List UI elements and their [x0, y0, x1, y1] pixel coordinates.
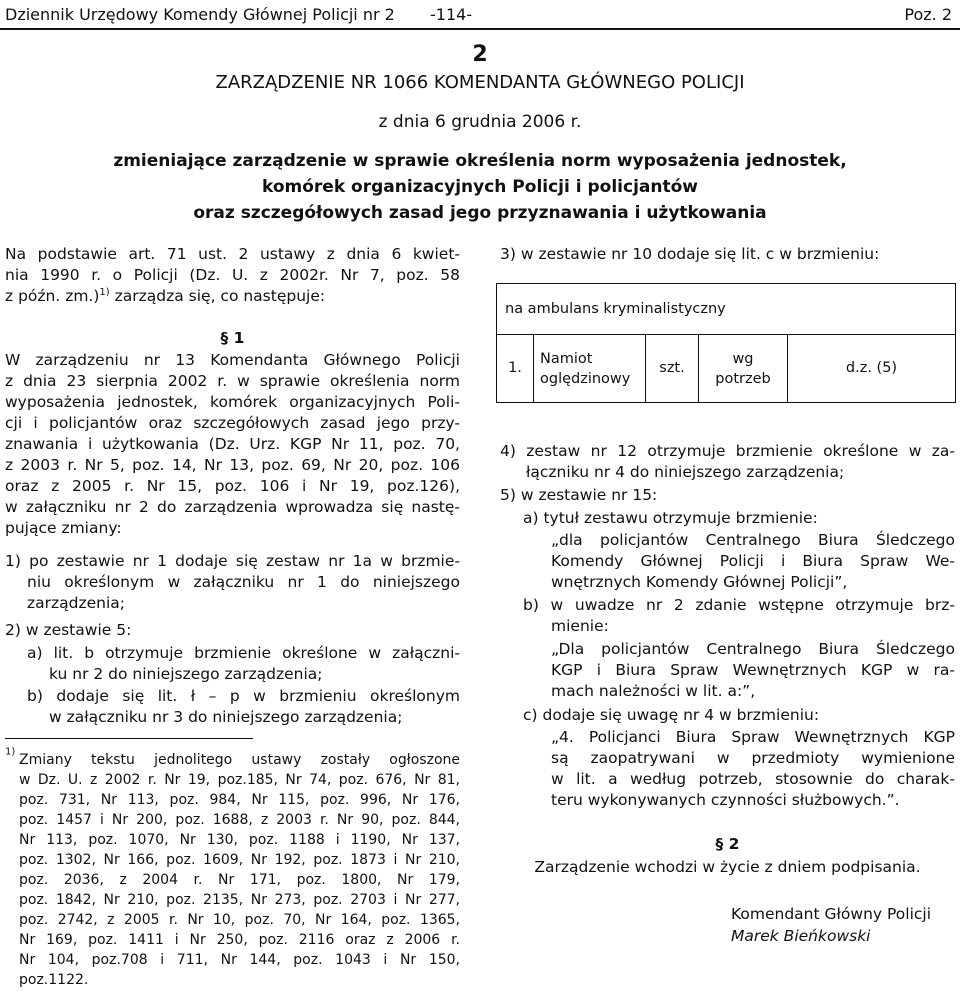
item-5b-line: „Dla policjantów Centralnego Biura Śledczego [551, 640, 955, 658]
cell-lp: 1. [497, 335, 534, 403]
item-1-line: 1) po zestawie nr 1 dodaje się zestaw nr 1a w brzmie- [5, 552, 460, 570]
item-5a-text [551, 530, 955, 593]
footnote-line: Nr 113, poz. 1070, Nr 130, poz. 1188 i 1190, Nr 137, [19, 832, 460, 848]
item-1-line: niu określonym w załączniku nr 1 do niniejszego [27, 573, 460, 591]
item-5b-text [551, 639, 955, 702]
intro-line: nia 1990 r. o Policji (Dz. U. z 2002r. Nr 7, poz. 58 [5, 266, 460, 284]
footnote-line: poz. 2742, z 2005 r. Nr 10, poz. 70, Nr 164, poz. 1365, [19, 912, 460, 928]
item-2 [5, 620, 460, 641]
intro-line-text: z późn. zm.) [5, 287, 100, 305]
footnote-line: poz. 1457 i Nr 200, poz. 1688, z 2003 r. Nr 90, poz. 844, [19, 812, 460, 828]
document-title: ZARZĄDZENIE NR 1066 KOMENDANTA GŁÓWNEGO POLICJI [215, 72, 745, 93]
s1-line: wyposażenia jednostek, komórek organizacyjnych Poli- [5, 393, 460, 411]
item-2b-line: w załączniku nr 3 do niniejszego zarządzenia; [49, 708, 403, 726]
subject-line: zmieniające zarządzenie w sprawie określenia norm wyposażenia jednostek, [113, 151, 847, 171]
item-5a-line: wnętrznych Komendy Głównej Policji”, [551, 573, 848, 591]
signature-name: Marek Bieńkowski [731, 927, 871, 945]
item-4-line: 4) zestaw nr 12 otrzymuje brzmienie określone w za- [500, 442, 955, 460]
s1-line: z 2003 r. Nr 5, poz. 14, Nr 13, poz. 69, Nr 20, poz. 106 [5, 456, 460, 474]
cell-name [534, 335, 646, 403]
item-4 [500, 441, 955, 483]
footnote-mark [5, 746, 15, 766]
footnote-ref: 1) [99, 286, 110, 298]
s1-line: pujące zmiany: [5, 519, 122, 537]
footnote-line: poz. 731, Nr 113, poz. 984, Nr 115, poz. 996, Nr 176, [19, 792, 460, 808]
item-5a-head: a) tytuł zestawu otrzymuje brzmienie: [523, 509, 818, 527]
item-3-line: 3) w zestawie nr 10 dodaje się lit. c w brzmieniu: [500, 245, 880, 263]
item-2a-line: a) lit. b otrzymuje brzmienie określone w załączni- [27, 644, 460, 662]
footnote-line: poz. 1302, Nr 166, poz. 1609, Nr 192, poz. 1873 i Nr 210, [19, 852, 460, 868]
s1-line: W zarządzeniu nr 13 Komendanta Głównego Policji [5, 351, 460, 369]
table-row [497, 335, 956, 403]
item-5b-head: b) w uwadze nr 2 zdanie wstępne otrzymuje brz- [523, 596, 955, 614]
item-3 [500, 244, 955, 265]
footnote-divider [5, 738, 253, 739]
footnote-line: Zmiany tekstu jednolitego ustawy zostały ogłoszone [19, 752, 460, 768]
footnote-line: Nr 104, poz.708 i 711, Nr 144, poz. 1043 i Nr 150, [19, 952, 460, 968]
item-2a [27, 643, 460, 685]
s1-line: z dnia 23 sierpnia 2002 r. w sprawie określenia norm [5, 372, 460, 390]
item-5b [523, 595, 955, 637]
cell-name-line: Namiot [540, 350, 593, 367]
item-2b-line: b) dodaje się lit. ł – p w brzmieniu określonym [27, 687, 460, 705]
intro-line-end: zarządza się, co następuje: [109, 287, 326, 305]
footnote-line: Nr 169, poz. 1411 i Nr 250, poz. 2116 oraz z 2006 r. [19, 932, 460, 948]
ambulance-table [496, 283, 956, 403]
footnote-line: poz.1122. [19, 972, 89, 988]
item-5b-line: mach należności w lit. a:”, [551, 682, 756, 700]
item-5 [500, 485, 955, 506]
intro-line [5, 286, 460, 307]
item-5c-line: „4. Policjanci Biura Spraw Wewnętrznych KGP [551, 728, 955, 746]
item-2b [27, 686, 460, 728]
footnote-line: poz. 2036, z 2004 r. Nr 171, poz. 1800, Nr 179, [19, 872, 460, 888]
footnote-body [19, 750, 460, 990]
intro-line: Na podstawie art. 71 ust. 2 ustawy z dnia 6 kwiet- [5, 245, 460, 263]
item-4-line: łączniku nr 4 do niniejszego zarządzenia; [526, 463, 845, 481]
s1-line: oraz z 2005 r. Nr 15, poz. 106 i Nr 19, poz.126), [5, 477, 460, 495]
section-2-heading: § 2 [715, 835, 740, 853]
item-2a-line: ku nr 2 do niniejszego zarządzenia; [49, 665, 323, 683]
cell-name-line: oględzinowy [540, 370, 631, 387]
table-caption: na ambulans kryminalistyczny [497, 284, 956, 335]
cell-qty-line: wg [732, 350, 754, 367]
document-date: z dnia 6 grudnia 2006 r. [378, 112, 582, 132]
s1-line: cji i policjantów oraz szczegółowych zasad jego przy- [5, 414, 460, 432]
intro-paragraph [5, 244, 460, 307]
item-5c-text [551, 727, 955, 811]
footnote-line: w Dz. U. z 2002 r. Nr 19, poz.185, Nr 74, poz. 676, Nr 81, [19, 772, 460, 788]
cell-unit: szt. [646, 335, 699, 403]
s1-line: w załączniku nr 2 do zarządzenia wprowadza się nastę- [5, 498, 460, 516]
item-5a [523, 508, 955, 529]
item-2-line: 2) w zestawie 5: [5, 621, 132, 639]
cell-qty-line: potrzeb [715, 370, 771, 387]
section-1-body [5, 350, 460, 539]
section-1-heading: § 1 [220, 329, 245, 347]
document-subject [0, 148, 960, 226]
subject-line: oraz szczegółowych zasad jego przyznawania i użytkowania [193, 203, 767, 223]
item-5c-line: są zaopatrywani w przedmioty wymienione [551, 749, 955, 767]
item-5-line: 5) w zestawie nr 15: [500, 486, 658, 504]
item-5b-head: mienie: [551, 617, 609, 635]
header-divider [0, 28, 960, 30]
item-5c-line: w lit. a według potrzeb, stosownie do charak- [551, 770, 955, 788]
item-1 [5, 551, 460, 614]
item-5c-head: c) dodaje się uwagę nr 4 w brzmieniu: [523, 706, 820, 724]
item-1-line: zarządzenia; [27, 594, 126, 612]
journal-title: Dziennik Urzędowy Komendy Głównej Policji nr 2 [5, 5, 395, 24]
item-5a-line: „dla policjantów Centralnego Biura Śledczego [551, 531, 955, 549]
signature-role: Komendant Główny Policji [731, 905, 932, 923]
cell-period: d.z. (5) [788, 335, 956, 403]
item-5b-line: KGP i Biura Spraw Wewnętrznych KGP w ra- [551, 661, 955, 679]
cell-qty [699, 335, 788, 403]
section-2-body: Zarządzenie wchodzi w życie z dniem podpisania. [534, 858, 921, 876]
position-number: Poz. 2 [904, 5, 952, 24]
footnote-line: poz. 1842, Nr 210, poz. 2135, Nr 273, poz. 2703 i Nr 277, [19, 892, 460, 908]
page-number: -114- [430, 5, 473, 24]
subject-line: komórek organizacyjnych Policji i policjantów [261, 177, 698, 197]
document-number: 2 [472, 42, 488, 67]
item-5c [523, 705, 955, 726]
footnote-mark-text: 1) [5, 746, 16, 758]
item-5a-line: Komendy Głównej Policji i Biura Spraw We- [551, 552, 955, 570]
item-5c-line: teru wykonywanych czynności służbowych.”. [551, 791, 900, 809]
s1-line: znawania i użytkowania (Dz. Urz. KGP Nr 11, poz. 70, [5, 435, 460, 453]
